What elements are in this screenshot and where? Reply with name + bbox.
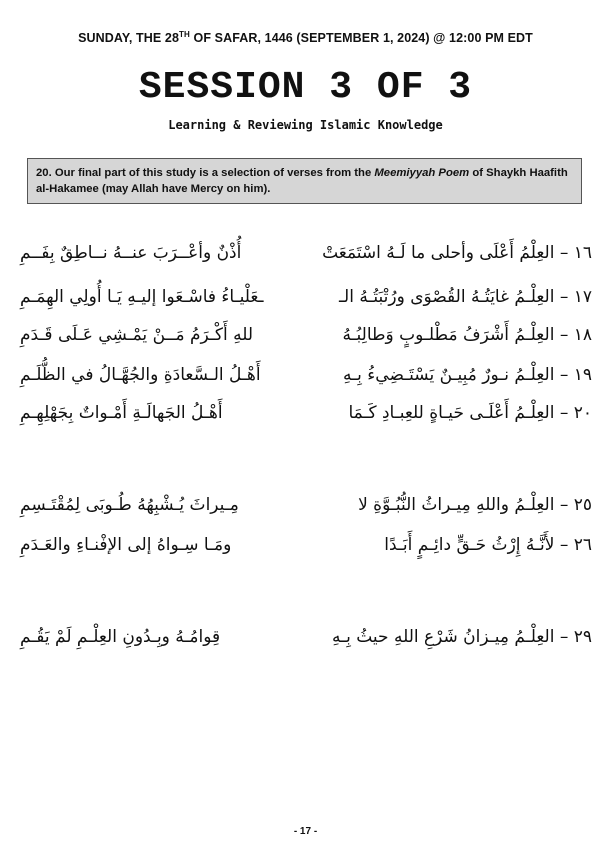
study-note-box [27,158,582,204]
verse-first-hemistich: ٢٥ – العِلْـمُ واللهِ مِيـراثُ النُّبُـوَّةِ لا [358,495,592,515]
date-ordinal-suffix: TH [179,30,190,39]
session-title: SESSION 3 OF 3 [138,66,473,109]
verse-first-hemistich: ٢٦ – لأَنَّـهُ إِرْثُ حَـقٍّ دائِـمٍ أَبَـدًا [384,535,592,555]
verse-second-hemistich: ومَـا سِـواهُ إلى الإفْنـاءِ والعَـدَمِ [20,535,232,555]
verse-row [20,620,592,654]
verse-row [20,396,592,430]
date-text-part2: OF SAFAR, 1446 (SEPTEMBER 1, 2024) @ 12:00 PM EDT [189,31,533,45]
verse-first-hemistich: ٢٠ – العِلْـمُ أَعْلَـى حَيـاةٍ للعِبـادِ كَـمَا [348,403,592,423]
verse-second-hemistich: للهِ أَكْـرَمُ مَــنْ يَمْـشِي عَـلَى قَـدَمِ [20,325,254,345]
verse-first-hemistich: ١٩ – العِلْـمُ نـورٌ مُبِيـنٌ يَسْتَـضِيءُ بِـهِ [343,365,592,385]
verse-second-hemistich: ـعَلْيـاءُ فاسْـعَوا إليـهِ يَـا أُولِي الهِمَـمِ [20,287,264,307]
verse-second-hemistich: أَهْـلُ الـسَّعادَةِ والجُهَّـالُ في الظُّلَـمِ [20,365,261,385]
session-date-header [0,30,611,45]
verse-second-hemistich: أَهْـلُ الجَهالَـةِ أَمْـواتٌ بِجَهْلِهِـمِ [20,403,223,423]
note-suffix: of Shaykh Haafith al-Hakamee (may Allah have Mercy on him). [36,167,568,195]
verse-row [20,280,592,314]
verse-second-hemistich: أُذْنٌ وأعْــرَبَ عنــهُ نــاطِقٌ بِفَــمِ [20,243,242,263]
verse-row [20,318,592,352]
page-number: - 17 - [293,826,318,837]
verse-row [20,488,592,522]
verse-second-hemistich: قِوامُـهُ وبِـدُونِ العِلْـمِ لَمْ يَقُـمِ [20,627,221,647]
verse-first-hemistich: ٢٩ – العِلْـمُ مِيـزانُ شَرْعِ اللهِ حيثُ بِـهِ [332,627,592,647]
verse-second-hemistich: مِـيراثَ يُـشْبِهُهُ طُـوبَى لِمُقْتَـسِمِ [20,495,239,515]
verse-row [20,528,592,562]
verse-row [20,358,592,392]
date-text-part1: SUNDAY, THE 28 [78,31,180,45]
session-subtitle: Learning & Reviewing Islamic Knowledge [168,118,443,132]
verse-first-hemistich: ١٨ – العِلْـمُ أَشْرَفُ مَطْلـوبٍ وَطالِبُـهُ [342,325,592,345]
note-prefix: 20. Our final part of this study is a selection of verses from the [36,167,375,179]
verse-row [20,236,592,270]
verse-first-hemistich: ١٧ – العِلْـمُ غايَتُـهُ القُصْوَى ورُتْبَتُـهُ الـ [339,287,592,307]
verse-first-hemistich: ١٦ – العِلْمُ أَعْلَى وأحلى ما لَـهُ اسْتَمَعَتْ [322,243,592,263]
poem-title: Meemiyyah Poem [374,167,470,179]
